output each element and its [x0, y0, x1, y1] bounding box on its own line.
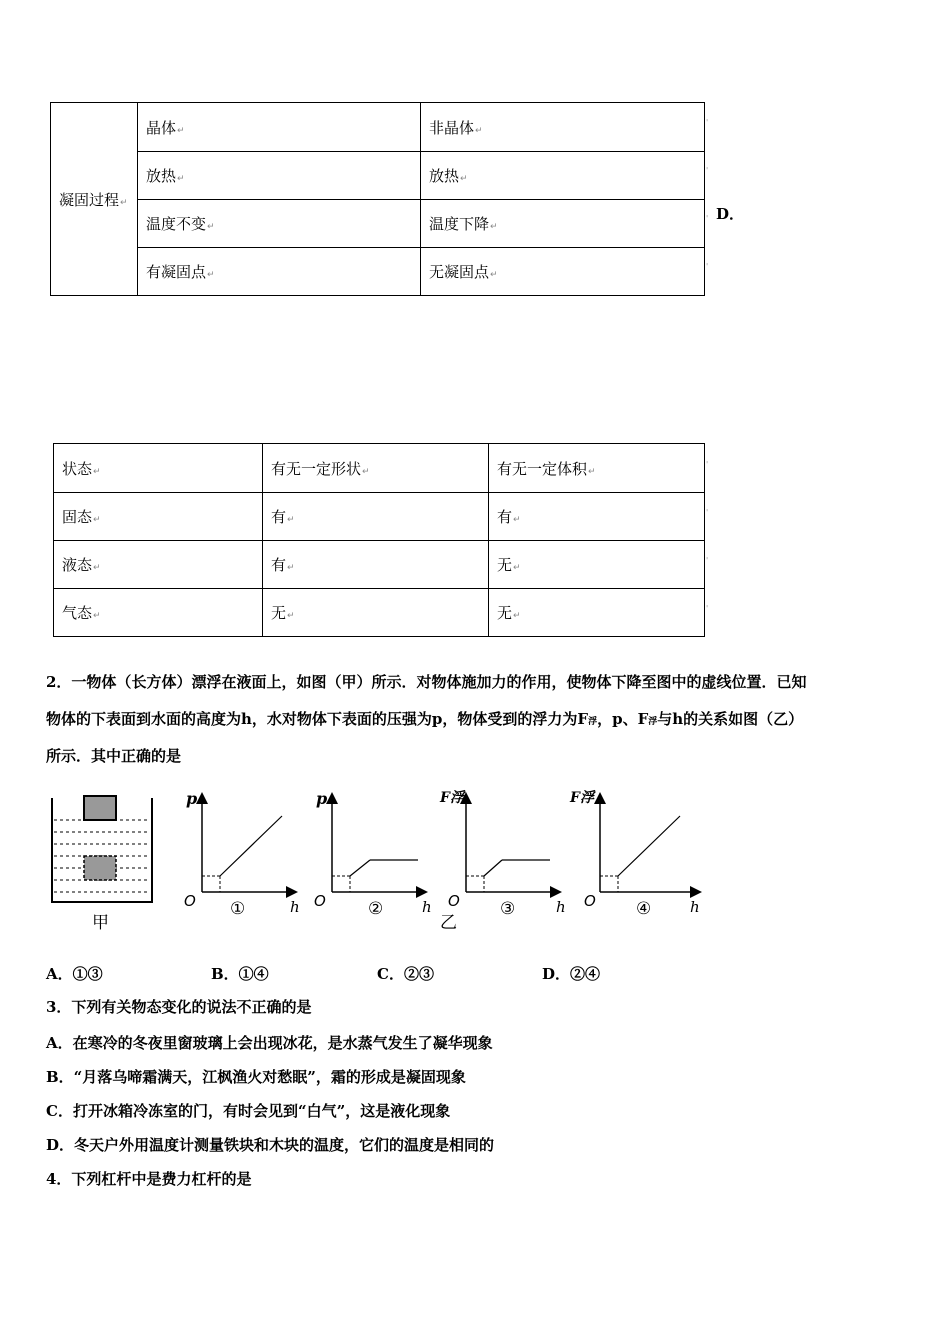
submerged-block-dashed — [84, 856, 116, 880]
graph-xlabel: h — [422, 898, 432, 916]
fig-label-yi: 乙 — [440, 913, 457, 933]
table-cell: 非晶体↵ — [421, 103, 705, 152]
table-cell: 有↵ — [263, 541, 489, 589]
q2-option-c[interactable]: C．②③ — [377, 965, 434, 983]
table-cell: 有↵ — [489, 493, 705, 541]
graph-2 — [314, 789, 432, 919]
table-cell: 有无一定体积↵ — [489, 444, 705, 493]
graph-number: ② — [368, 899, 384, 919]
graph-4 — [569, 789, 700, 919]
table-cell: 状态↵ — [54, 444, 263, 493]
table-cell: 无↵ — [489, 589, 705, 637]
graph-xlabel: h — [556, 898, 566, 916]
table-cell: 有凝固点↵ — [138, 248, 421, 296]
option-d-label: D． — [716, 205, 745, 223]
graph-xlabel: h — [690, 898, 700, 916]
table-states — [53, 443, 705, 637]
graph-number: ④ — [636, 899, 652, 919]
graph-3 — [439, 789, 566, 919]
graph-number: ① — [230, 899, 246, 919]
figure-jia — [48, 790, 158, 935]
table-cell: 无↵ — [263, 589, 489, 637]
q2-option-a[interactable]: A．①③ — [46, 965, 103, 983]
graph-1 — [184, 789, 300, 919]
q3-option-c[interactable]: C．打开冰箱冷冻室的门，有时会见到“白气”，这是液化现象 — [46, 1102, 451, 1120]
table-cell: 有↵ — [263, 493, 489, 541]
table-solidification — [50, 102, 705, 296]
q3-stem: 3．下列有关物态变化的说法不正确的是 — [46, 998, 312, 1016]
table-cell: 温度不变↵ — [138, 200, 421, 248]
table-cell: 气态↵ — [54, 589, 263, 637]
q2-option-b[interactable]: B．①④ — [211, 965, 269, 983]
table-cell: 晶体↵ — [138, 103, 421, 152]
table-cell: 液态↵ — [54, 541, 263, 589]
table-cell: 无凝固点↵ — [421, 248, 705, 296]
q3-option-b[interactable]: B．“月落乌啼霜满天，江枫渔火对愁眠”，霜的形成是凝固现象 — [46, 1068, 466, 1086]
table-cell: 固态↵ — [54, 493, 263, 541]
q4-stem: 4．下列杠杆中是费力杠杆的是 — [46, 1170, 252, 1188]
graph-origin: O — [184, 892, 196, 910]
graph-ylabel: p — [186, 789, 198, 808]
q3-option-d[interactable]: D．冬天户外用温度计测量铁块和木块的温度，它们的温度是相同的 — [46, 1136, 495, 1154]
q2-line3: 所示．其中正确的是 — [46, 747, 182, 765]
graph-origin: O — [584, 892, 596, 910]
fig-label-jia: 甲 — [92, 913, 109, 933]
figure-yi — [178, 786, 708, 936]
q2-option-d[interactable]: D．②④ — [542, 965, 601, 983]
q3-option-a[interactable]: A．在寒冷的冬夜里窗玻璃上会出现冰花，是水蒸气发生了凝华现象 — [46, 1034, 493, 1052]
graph-origin: O — [448, 892, 460, 910]
q2-line2: 物体的下表面到水面的高度为h，水对物体下表面的压强为p，物体受到的浮力为F浮，p、F浮与h的关系如图（乙） — [46, 710, 804, 728]
graph-origin: O — [314, 892, 326, 910]
graph-ylabel: F浮 — [440, 790, 464, 806]
graph-number: ③ — [500, 899, 516, 919]
floating-block — [84, 796, 116, 820]
table-cell: 温度下降↵ — [421, 200, 705, 248]
table-side-label: 凝固过程↵ — [51, 103, 138, 296]
graph-xlabel: h — [290, 898, 300, 916]
table-cell: 有无一定形状↵ — [263, 444, 489, 493]
graph-ylabel: p — [316, 789, 328, 808]
table-cell: 放热↵ — [138, 152, 421, 200]
table-cell: 无↵ — [489, 541, 705, 589]
table-cell: 放热↵ — [421, 152, 705, 200]
graph-ylabel: F浮 — [570, 790, 594, 806]
q2-line1: 2．一物体（长方体）漂浮在液面上，如图（甲）所示．对物体施加力的作用，使物体下降至图中的虚线位置．已知 — [46, 673, 807, 691]
